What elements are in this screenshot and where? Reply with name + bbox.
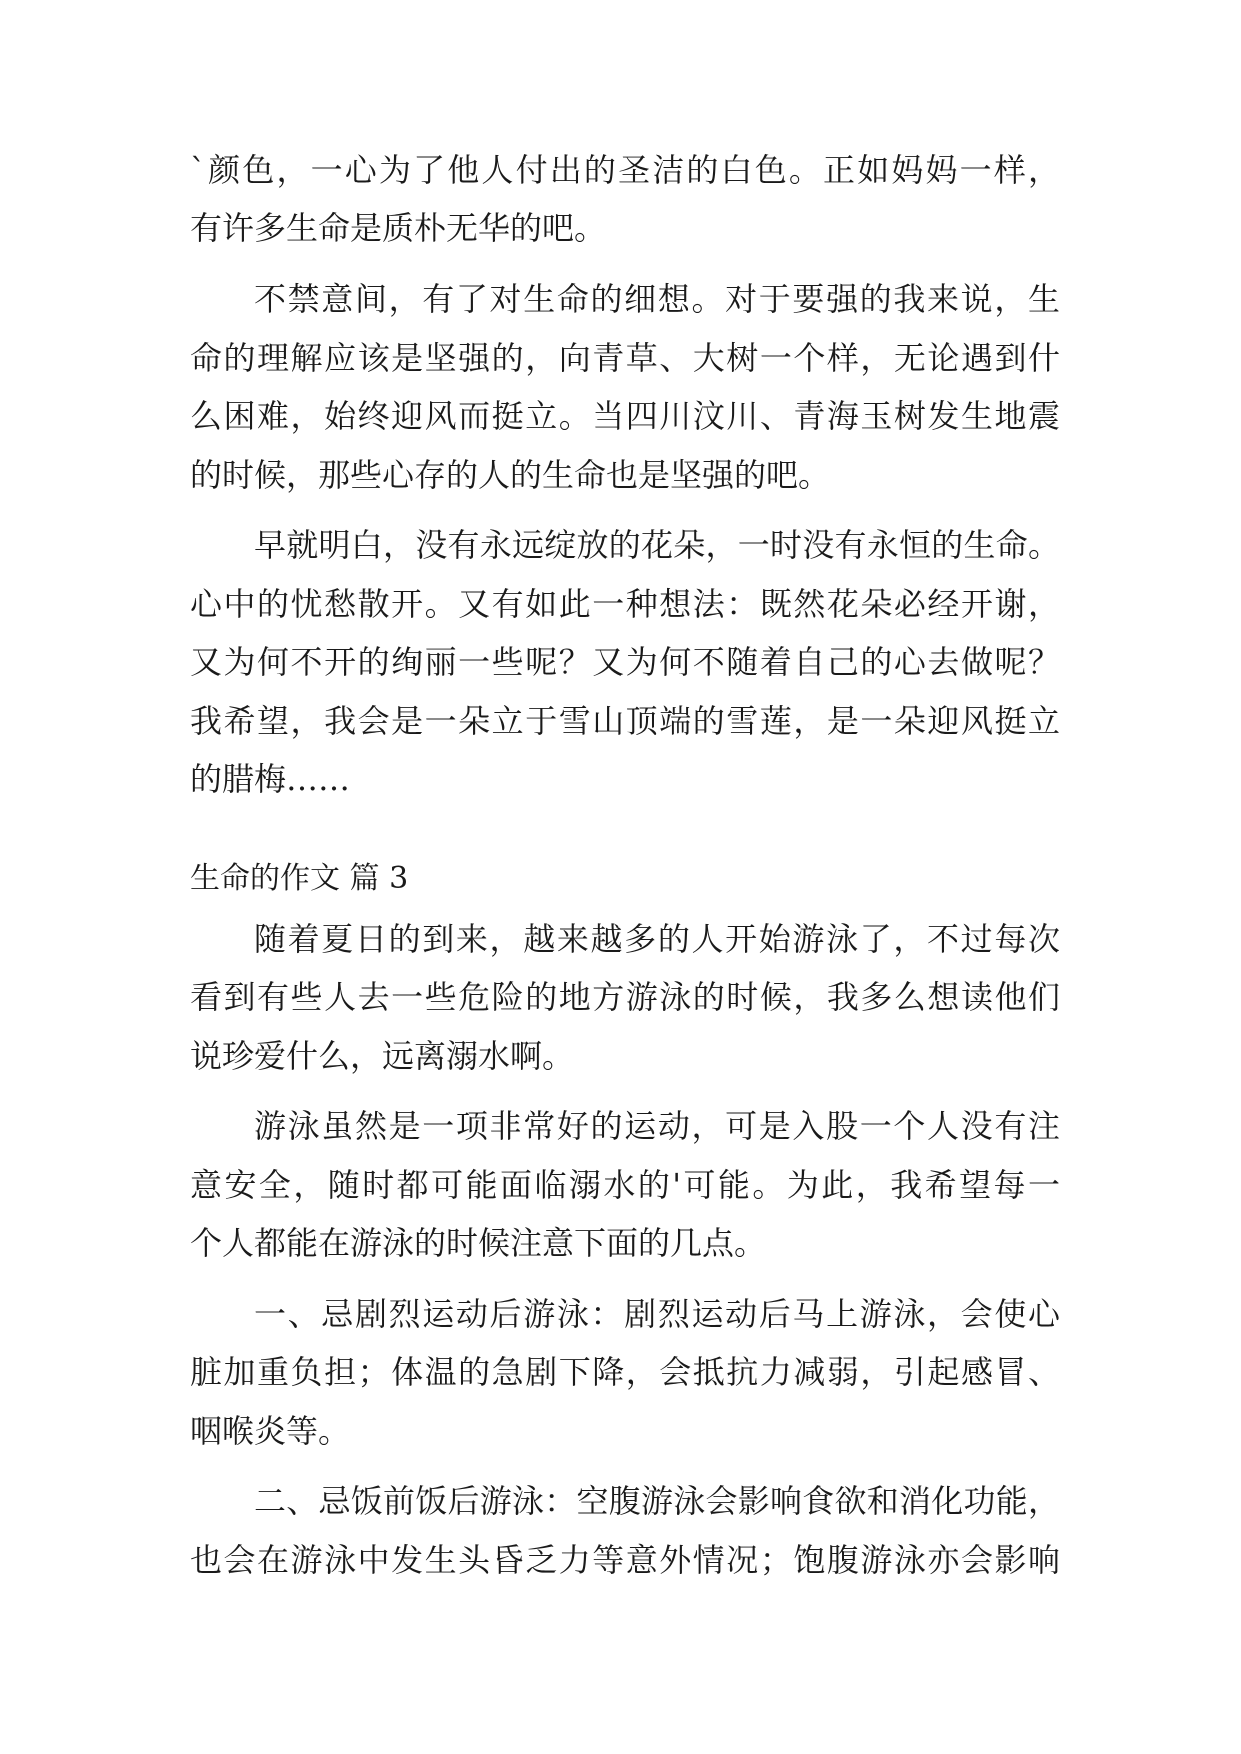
paragraph-line: 脏加重负担；体温的急剧下降，会抵抗力减弱，引起感冒、 (190, 1353, 1060, 1391)
paragraph-line: 的时候，那些心存的人的生命也是坚强的吧。 (190, 456, 831, 494)
paragraph-line: 心中的忧愁散开。又有如此一种想法：既然花朵必经开谢， (190, 585, 1060, 623)
paragraph-line: 看到有些人去一些危险的地方游泳的时候，我多么想读他们 (190, 978, 1060, 1016)
paragraph-line: 我希望，我会是一朵立于雪山顶端的雪莲，是一朵迎风挺立 (190, 702, 1060, 740)
paragraph-line: 说珍爱什么，远离溺水啊。 (190, 1037, 575, 1075)
paragraph-line: 又为何不开的绚丽一些呢？又为何不随着自己的心去做呢？ (190, 643, 1060, 681)
paragraph-line: 意安全，随时都可能面临溺水的'可能。为此，我希望每一 (190, 1166, 1060, 1204)
paragraph-line: 个人都能在游泳的时候注意下面的几点。 (190, 1224, 767, 1262)
paragraph-line: 也会在游泳中发生头昏乏力等意外情况；饱腹游泳亦会影响 (190, 1541, 1060, 1579)
paragraph-line: 一、忌剧烈运动后游泳：剧烈运动后马上游泳，会使心 (254, 1295, 1060, 1333)
paragraph-line: 不禁意间，有了对生命的细想。对于要强的我来说，生 (254, 280, 1060, 318)
paragraph-line: 随着夏日的到来，越来越多的人开始游泳了，不过每次 (254, 920, 1060, 958)
paragraph-line: 二、忌饭前饭后游泳：空腹游泳会影响食欲和消化功能， (254, 1482, 1060, 1520)
paragraph-line: 游泳虽然是一项非常好的运动，可是入股一个人没有注 (254, 1107, 1060, 1145)
paragraph-line: 咽喉炎等。 (190, 1412, 351, 1450)
paragraph-line: `颜色，一心为了他人付出的圣洁的白色。正如妈妈一样， (190, 151, 1060, 189)
paragraph-line: 命的理解应该是坚强的，向青草、大树一个样，无论遇到什 (190, 339, 1060, 377)
paragraph-line: 么困难，始终迎风而挺立。当四川汶川、青海玉树发生地震 (190, 397, 1060, 435)
section-heading: 生命的作文 篇 3 (190, 861, 409, 896)
paragraph-line: 的腊梅…… (190, 760, 351, 798)
paragraph-line: 早就明白，没有永远绽放的花朵，一时没有永恒的生命。 (254, 526, 1060, 564)
paragraph-line: 有许多生命是质朴无华的吧。 (190, 209, 607, 247)
